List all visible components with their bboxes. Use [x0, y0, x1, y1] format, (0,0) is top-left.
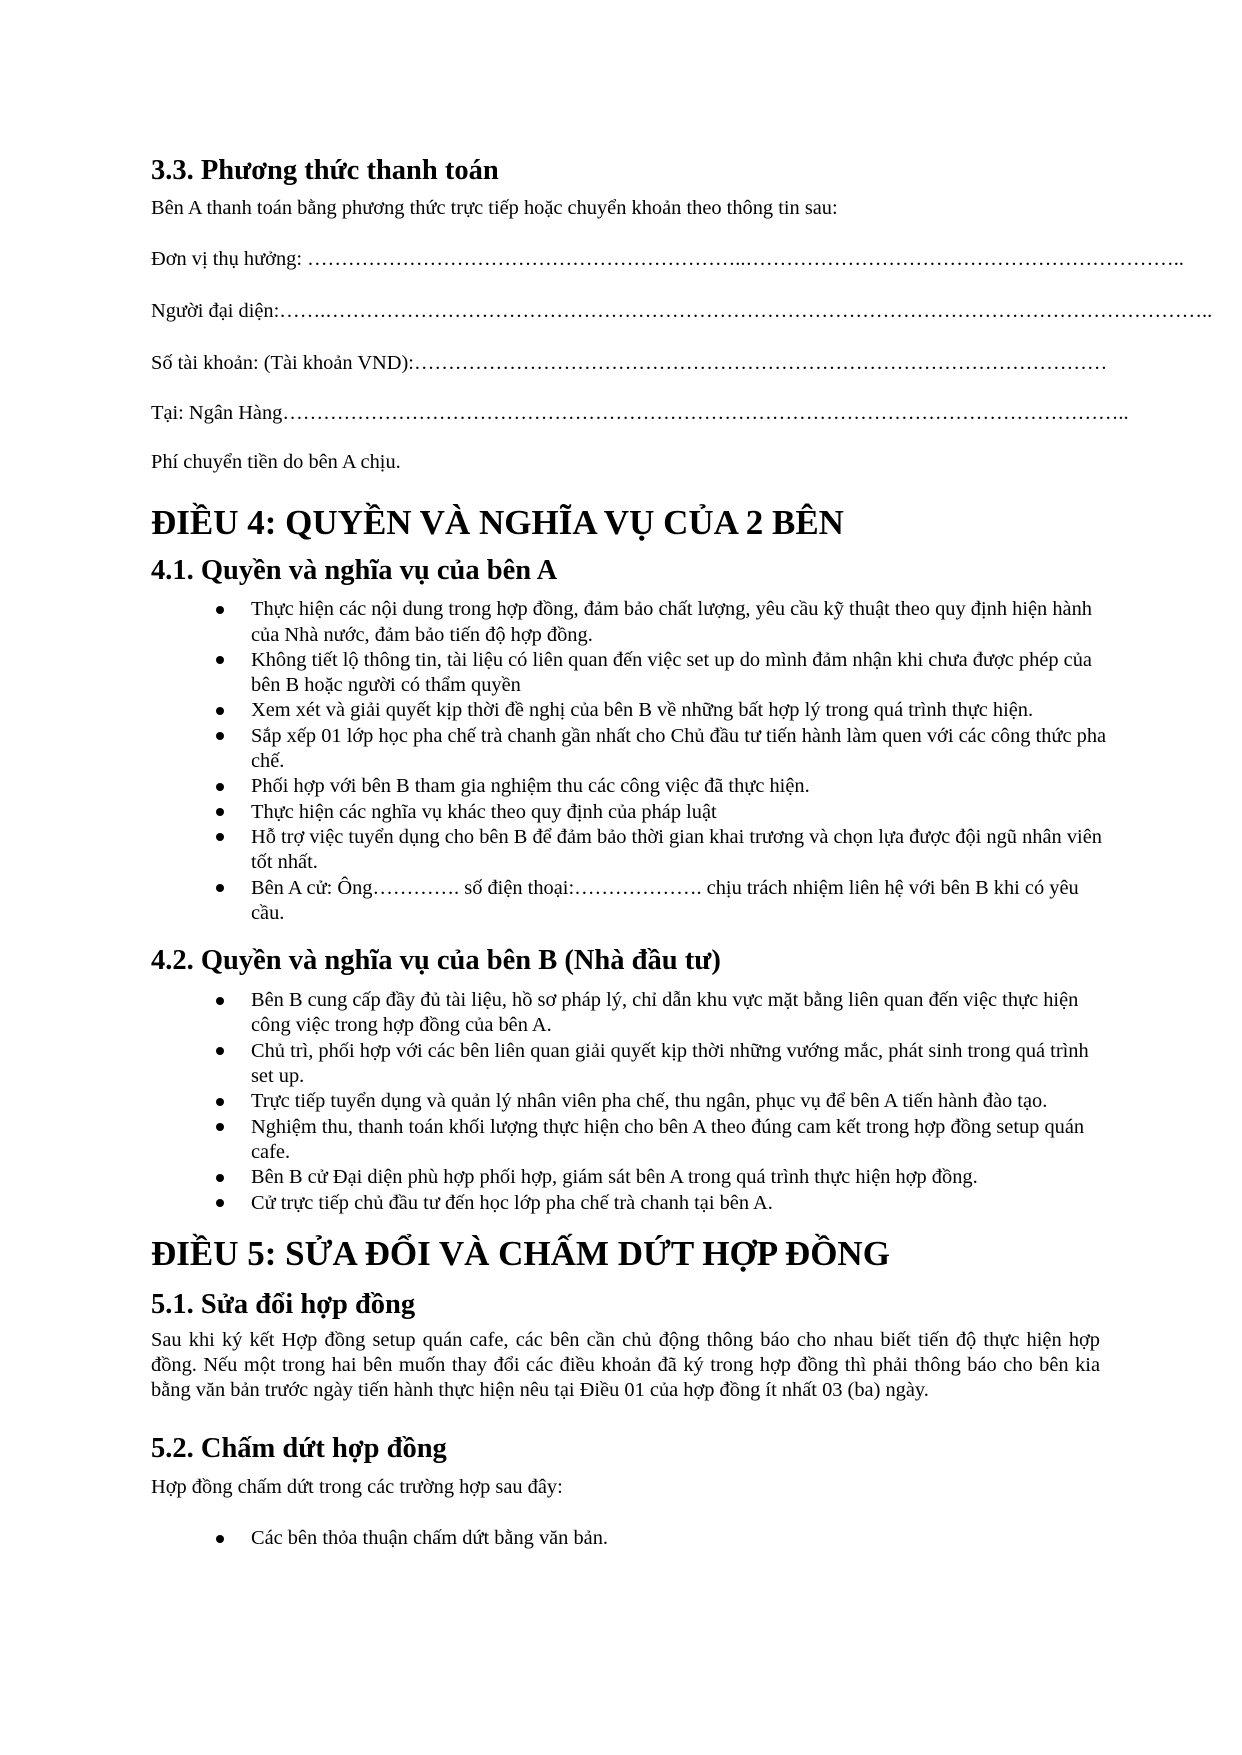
bullet-icon: [216, 997, 224, 1005]
list-item-text: Thực hiện các nghĩa vụ khác theo quy định của pháp luật: [251, 800, 717, 823]
bullet-icon: [216, 783, 224, 791]
list-item: [151, 1115, 1109, 1166]
list-item-text: Bên B cử Đại diện phù hợp phối hợp, giám sát bên A trong quá trình thực hiện hợp đồng.: [251, 1166, 978, 1189]
list-item-text: Cử trực tiếp chủ đầu tư đến học lớp pha chế trà chanh tại bên A.: [251, 1191, 773, 1214]
bullet-icon: [216, 656, 224, 664]
bullet-icon: [216, 1174, 224, 1182]
list-item-text: Trực tiếp tuyển dụng và quản lý nhân viên pha chế, thu ngân, phục vụ để bên A tiến hành đào tạo.: [251, 1090, 1048, 1113]
list-item: [151, 648, 1109, 699]
list-item: [151, 1039, 1109, 1090]
list-item: [151, 1089, 1109, 1114]
termination-intro: Hợp đồng chấm dứt trong các trường hợp sau đây:: [151, 1475, 563, 1498]
list-item-text: Hỗ trợ việc tuyển dụng cho bên B để đảm bảo thời gian khai trương và chọn lựa được đội ngũ nhân viên tốt nhất.: [251, 825, 1102, 874]
list-item-text: Không tiết lộ thông tin, tài liệu có liên quan đến việc set up do mình đảm nhận khi chưa được phép của bên B hoặc người có thẩm quyền: [251, 648, 1092, 697]
bullet-icon: [216, 808, 224, 816]
amendment-paragraph: Sau khi ký kết Hợp đồng setup quán cafe, các bên cần chủ động thông báo cho nhau biết tiến độ thực hiện hợp đồng. Nếu một trong hai bên muốn thay đổi các điều khoản đã ký trong hợp đồng thì phải thông báo cho bên kia bằng văn bản trước ngày tiến hành thực hiện nêu tại Điều 01 của hợp đồng ít nhất 03 (ba) ngày.: [151, 1328, 1100, 1402]
list-item-text: Sắp xếp 01 lớp học pha chế trà chanh gần nhất cho Chủ đầu tư tiến hành làm quen với các công thức pha chế.: [251, 724, 1107, 773]
page-content: [151, 154, 1213, 1551]
bullet-icon: [216, 732, 224, 740]
list-item: [151, 1165, 1109, 1190]
list-item: [151, 1191, 1109, 1216]
bullet-icon: [216, 1123, 224, 1131]
termination-list: [151, 1526, 1100, 1551]
bullet-icon: [216, 1047, 224, 1055]
list-item: [151, 1526, 1109, 1551]
list-item: [151, 825, 1109, 876]
section-3-3-heading: 3.3. Phương thức thanh toán: [151, 155, 499, 186]
bullet-icon: [216, 1098, 224, 1106]
bullet-icon: [216, 833, 224, 841]
section-4-1-heading: 4.1. Quyền và nghĩa vụ của bên A: [151, 554, 558, 586]
bullet-icon: [216, 606, 224, 614]
list-item-text: Bên A cử: Ông…………. số điện thoại:………………. chịu trách nhiệm liên hệ với bên B khi có yêu cầu.: [251, 876, 1079, 924]
list-item-text: Xem xét và giải quyết kịp thời đề nghị của bên B về những bất hợp lý trong quá trình thực hiện.: [251, 699, 1034, 722]
list-item-text: Các bên thỏa thuận chấm dứt bằng văn bản.: [251, 1527, 609, 1549]
article-4-heading: ĐIỀU 4: QUYỀN VÀ NGHĨA VỤ CỦA 2 BÊN: [151, 502, 844, 542]
article-5-heading: ĐIỀU 5: SỬA ĐỔI VÀ CHẤM DỨT HỢP ĐỒNG: [151, 1233, 890, 1273]
bullet-icon: [216, 707, 224, 715]
list-item: [151, 800, 1109, 825]
list-item-text: Chủ trì, phối hợp với các bên liên quan giải quyết kịp thời những vướng mắc, phát sinh trong quá trình set up.: [251, 1039, 1089, 1088]
bullet-icon: [216, 1535, 224, 1543]
list-item-text: Thực hiện các nội dung trong hợp đồng, đảm bảo chất lượng, yêu cầu kỹ thuật theo quy định hiện hành của Nhà nước, đảm bảo tiến độ hợp đồng.: [251, 598, 1092, 646]
account-line: Số tài khoản: (Tài khoản VND):…………………………………………………………………………………………: [151, 351, 1108, 374]
section-5-2-heading: 5.2. Chấm dứt hợp đồng: [151, 1432, 447, 1464]
list-item: [151, 876, 1109, 927]
list-item: [151, 774, 1109, 799]
beneficiary-line: Đơn vị thụ hưởng: ………………………………………………………..………………………………………………………..: [151, 248, 1184, 271]
bank-line: Tại: Ngân Hàng……………………………………………………………………………………………………………..: [151, 402, 1129, 425]
list-item-text: Bên B cung cấp đầy đủ tài liệu, hồ sơ pháp lý, chỉ dẫn khu vực mặt bằng liên quan đến việc thực hiện công việc trong hợp đồng của bên A.: [251, 989, 1079, 1037]
party-b-duties-list: [151, 988, 1100, 1216]
list-item: [151, 597, 1109, 648]
fee-note: Phí chuyển tiền do bên A chịu.: [151, 451, 401, 474]
section-5-1-heading: 5.1. Sửa đổi hợp đồng: [151, 1288, 416, 1320]
section-4-2-heading: 4.2. Quyền và nghĩa vụ của bên B (Nhà đầu tư): [151, 945, 721, 977]
list-item: [151, 988, 1109, 1039]
list-item-text: Phối hợp với bên B tham gia nghiệm thu các công việc đã thực hiện.: [251, 775, 810, 798]
list-item: [151, 724, 1109, 775]
bullet-icon: [216, 1199, 224, 1207]
payment-intro: Bên A thanh toán bằng phương thức trực tiếp hoặc chuyển khoản theo thông tin sau:: [151, 197, 838, 219]
representative-line: Người đại diện:…….…………………………………………………………………………………………………………………..: [151, 299, 1213, 322]
party-a-duties-list: [151, 597, 1107, 926]
list-item: [151, 698, 1109, 723]
bullet-icon: [216, 884, 224, 892]
list-item-text: Nghiệm thu, thanh toán khối lượng thực hiện cho bên A theo đúng cam kết trong hợp đồng setup quán cafe.: [251, 1115, 1085, 1163]
